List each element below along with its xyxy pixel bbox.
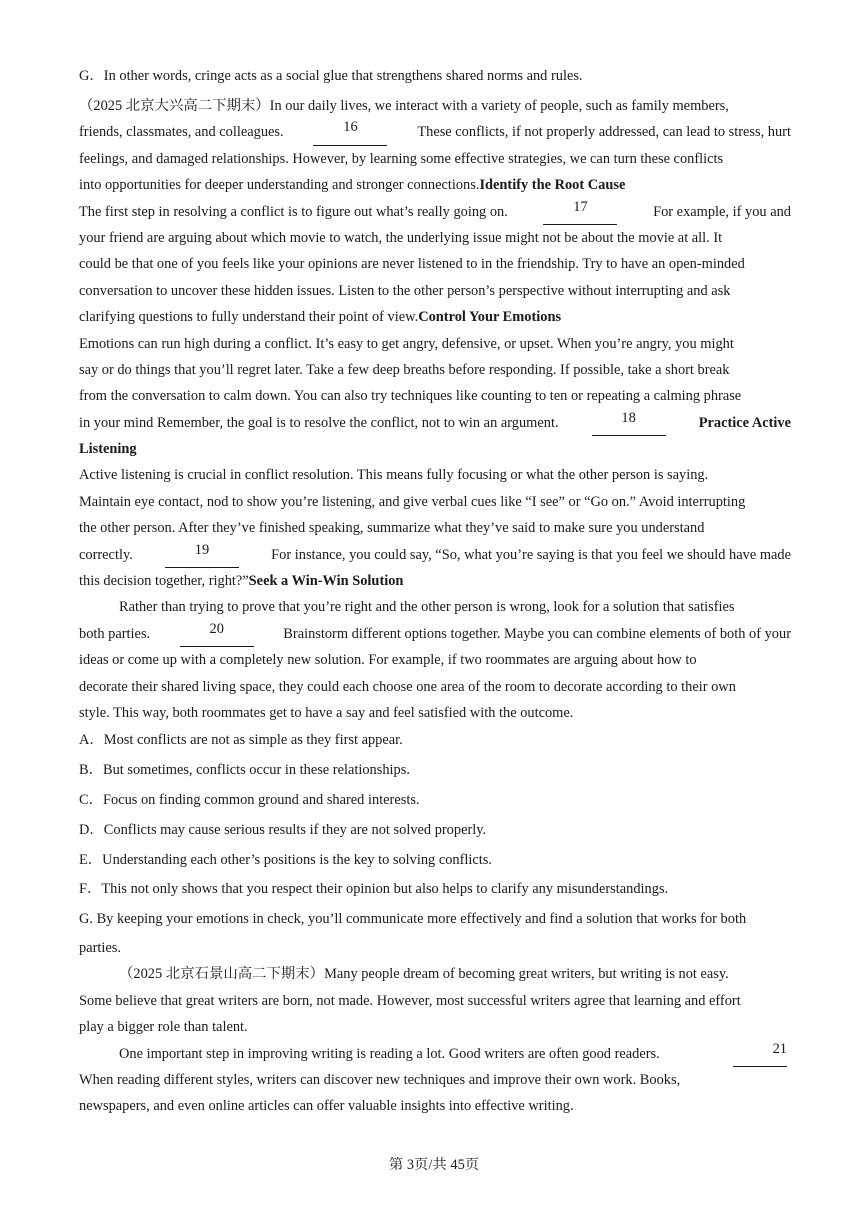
passage2-line: （2025 北京大兴高二下期末）In our daily lives, we interact with a variety of people, such as family members, — [79, 97, 729, 114]
passage2-line: ideas or come up with a completely new solution. For example, if two roommates are arguing about how to — [79, 652, 697, 669]
passage2-line: into opportunities for deeper understanding and stronger connections.Identify the Root Cause — [79, 177, 626, 194]
blank-19: 19 — [165, 542, 239, 568]
blank-21: 21 — [733, 1041, 787, 1067]
passage2-line: The first step in resolving a conflict is to figure out what’s really going on. 17 For example, if you and — [79, 199, 791, 225]
passage2-line: Maintain eye contact, nod to show you’re listening, and give verbal cues like “I see” or “Go on.” Avoid interrupting — [79, 493, 746, 510]
passage2-line: your friend are arguing about which movie to watch, the underlying issue might not be about the movie at all. It — [79, 229, 723, 246]
passage2-line: style. This way, both roommates get to have a say and feel satisfied with the outcome. — [79, 704, 574, 721]
passage2-line: from the conversation to calm down. You can also try techniques like counting to ten or repeating a calming phrase — [79, 388, 742, 405]
document-page — [79, 63, 791, 1120]
page-number: 第 3页/共 45页 — [388, 1157, 480, 1173]
passage2-line: both parties. 20 Brainstorm different options together. Maybe you can combine elements of both of your — [79, 621, 791, 647]
passage3-line: （2025 北京石景山高二下期末）Many people dream of becoming great writers, but writing is not easy. — [119, 966, 729, 983]
blank-20: 20 — [180, 621, 254, 647]
passage2-line: correctly. 19 For instance, you could say, “So, what you’re saying is that you feel we should have made — [79, 542, 791, 568]
passage2-line: decorate their shared living space, they could each choose one area of the room to decorate according to their own — [79, 678, 736, 695]
section-heading: Identify the Root Cause — [479, 177, 626, 194]
passage3-line: Some believe that great writers are born, not made. However, most successful writers agree that learning and effort — [79, 992, 741, 1009]
section-heading: Listening — [79, 441, 137, 458]
passage2-line: Rather than trying to prove that you’re right and the other person is wrong, look for a solution that satisfies — [119, 599, 735, 616]
section-heading: Control Your Emotions — [418, 309, 562, 326]
passage3-line: newspapers, and even online articles can offer valuable insights into effective writing. — [79, 1098, 574, 1115]
passage2-line: the other person. After they’ve finished speaking, summarize what they’ve said to make sure you understand — [79, 520, 705, 537]
passage3-line: One important step in improving writing is reading a lot. Good writers are often good readers. 21 — [79, 1041, 791, 1067]
passage2-line: Emotions can run high during a conflict. It’s easy to get angry, defensive, or upset. When you’re angry, you might — [79, 335, 734, 352]
option-g-prev: G．In other words, cringe acts as a social glue that strengthens shared norms and rules. — [79, 68, 583, 84]
passage2-line: clarifying questions to fully understand their point of view.Control Your Emotions — [79, 309, 562, 326]
option-d: D．Conflicts may cause serious results if they are not solved properly. — [79, 821, 487, 838]
passage2-line: say or do things that you’ll regret later. Take a few deep breaths before responding. If possible, take a short break — [79, 361, 730, 378]
passage2-line: conversation to uncover these hidden issues. Listen to the other person’s perspective without interrupting and ask — [79, 282, 731, 299]
option-e: E．Understanding each other’s positions is the key to solving conflicts. — [79, 851, 492, 868]
blank-16: 16 — [313, 119, 387, 145]
passage2-line: in your mind Remember, the goal is to resolve the conflict, not to win an argument. 18 Practice Active — [79, 410, 791, 436]
option-g: G. By keeping your emotions in check, you’ll communicate more effectively and find a solution that works for both — [79, 911, 747, 928]
option-g-cont: parties. — [79, 939, 121, 956]
option-f: F．This not only shows that you respect their opinion but also helps to clarify any misunderstandings. — [79, 881, 669, 898]
section-heading: Seek a Win-Win Solution — [248, 573, 404, 590]
passage3-line: When reading different styles, writers can discover new techniques and improve their own work. Books, — [79, 1071, 681, 1088]
passage2-line: friends, classmates, and colleagues. 16 These conflicts, if not properly addressed, can lead to stress, hurt — [79, 119, 791, 145]
option-a: A．Most conflicts are not as simple as they first appear. — [79, 732, 403, 749]
section-heading: Practice Active — [698, 414, 791, 431]
passage2-line: feelings, and damaged relationships. However, by learning some effective strategies, we can turn these conflicts — [79, 150, 724, 167]
passage2-line: could be that one of you feels like your opinions are never listened to in the friendship. Try to have an open-minded — [79, 256, 745, 273]
blank-18: 18 — [592, 410, 666, 436]
passage3-line: play a bigger role than talent. — [79, 1019, 248, 1036]
option-b: B．But sometimes, conflicts occur in these relationships. — [79, 762, 410, 779]
passage2-line: this decision together, right?”Seek a Win-Win Solution — [79, 573, 404, 590]
option-c: C．Focus on finding common ground and shared interests. — [79, 791, 420, 808]
passage2-line: Active listening is crucial in conflict resolution. This means fully focusing or what the other person is saying. — [79, 467, 709, 484]
blank-17: 17 — [543, 199, 617, 225]
